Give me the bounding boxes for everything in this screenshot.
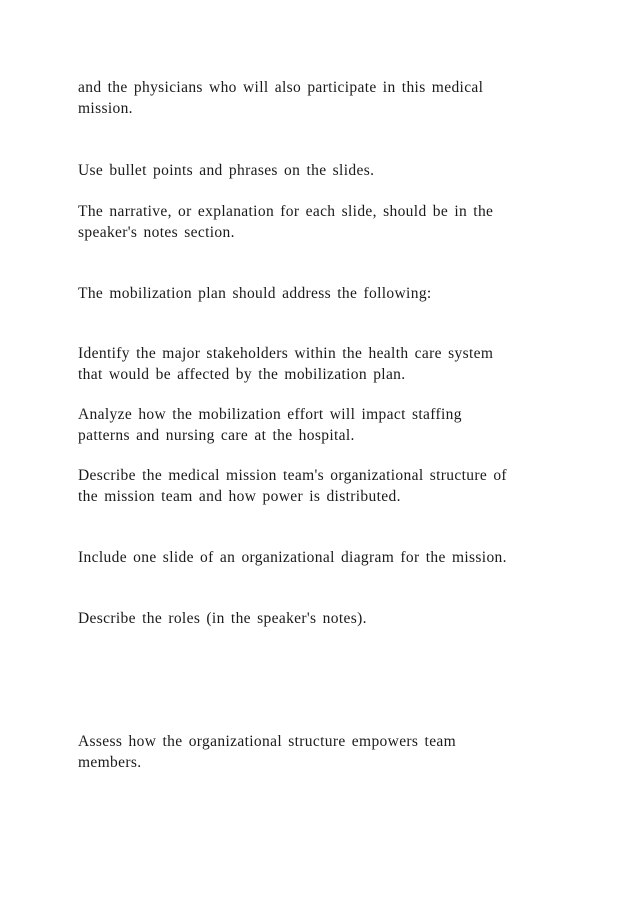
paragraph-narrative: [78, 201, 568, 243]
paragraph-stakeholders: [78, 343, 568, 385]
text-line: members.: [78, 754, 142, 771]
text-line: and the physicians who will also participate in this medical: [78, 79, 484, 96]
paragraph-mobilization-plan: [78, 283, 568, 304]
text-line: Describe the roles (in the speaker's notes).: [78, 610, 367, 627]
paragraph-physicians-mission: [78, 77, 568, 119]
text-line: the mission team and how power is distributed.: [78, 488, 401, 505]
text-line: that would be affected by the mobilization plan.: [78, 366, 406, 383]
paragraph-describe-roles: [78, 608, 568, 629]
text-line: Assess how the organizational structure empowers team: [78, 733, 457, 750]
text-line: speaker's notes section.: [78, 224, 235, 241]
text-line: Identify the major stakeholders within the health care system: [78, 345, 494, 362]
text-line: mission.: [78, 100, 133, 117]
text-line: The mobilization plan should address the following:: [78, 285, 432, 302]
paragraph-staffing-impact: [78, 404, 568, 446]
text-line: Include one slide of an organizational diagram for the mission.: [78, 549, 507, 566]
paragraph-org-diagram: [78, 547, 568, 568]
text-line: Analyze how the mobilization effort will impact staffing: [78, 406, 462, 423]
text-line: patterns and nursing care at the hospital.: [78, 427, 355, 444]
paragraph-bullet-points: [78, 160, 568, 181]
text-line: Use bullet points and phrases on the slides.: [78, 162, 375, 179]
text-line: The narrative, or explanation for each slide, should be in the: [78, 203, 494, 220]
paragraph-org-structure: [78, 465, 568, 507]
paragraph-empowers-team: [78, 731, 568, 773]
text-line: Describe the medical mission team's organizational structure of: [78, 467, 507, 484]
